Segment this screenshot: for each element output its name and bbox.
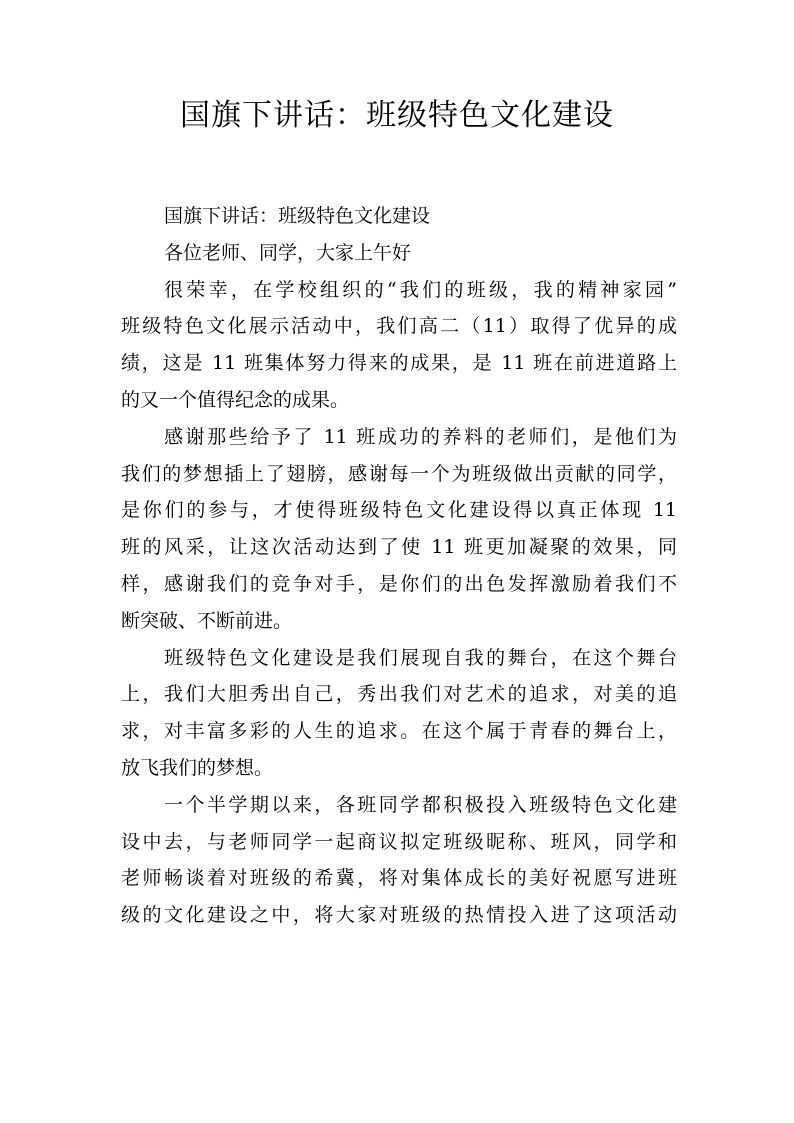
text-line: 求，对丰富多彩的人生的追求。在这个属于青春的舞台上，: [121, 720, 677, 743]
text-line: 设中去，与老师同学一起商议拟定班级昵称、班风，同学和: [121, 830, 677, 853]
text-line: 的又一个值得纪念的成果。: [121, 388, 350, 411]
text-line: 感谢那些给予了 11 班成功的养料的老师们，是他们为: [164, 425, 677, 448]
text-line: 我们的梦想插上了翅膀，感谢每一个为班级做出贡献的同学，: [121, 462, 677, 485]
text-line: 班级特色文化展示活动中，我们高二（11）取得了优异的成: [121, 315, 677, 338]
text-line: 一个半学期以来，各班同学都积极投入班级特色文化建: [164, 793, 677, 816]
document-title: 国旗下讲话：班级特色文化建设: [180, 98, 614, 133]
text-line: 绩，这是 11 班集体努力得来的成果，是 11 班在前进道路上: [121, 352, 677, 375]
text-line: 班级特色文化建设是我们展现自我的舞台，在这个舞台: [164, 646, 677, 669]
text-line: 放飞我们的梦想。: [121, 756, 274, 779]
text-line: 国旗下讲话：班级特色文化建设: [164, 205, 431, 227]
text-line: 班的风采，让这次活动达到了使 11 班更加凝聚的效果，同: [121, 536, 677, 559]
text-line: 样，感谢我们的竞争对手，是你们的出色发挥激励着我们不: [121, 572, 677, 595]
text-line: 级的文化建设之中，将大家对班级的热情投入进了这项活动: [121, 904, 677, 927]
text-line: 断突破、不断前进。: [121, 609, 293, 632]
document-body: [121, 198, 677, 934]
text-line: 很荣幸，在学校组织的“我们的班级，我的精神家园”: [164, 278, 677, 301]
text-line: 是你们的参与，才使得班级特色文化建设得以真正体现 11: [121, 499, 677, 522]
text-line: 各位老师、同学，大家上午好: [164, 241, 412, 264]
text-line: 老师畅谈着对班级的希冀，将对集体成长的美好祝愿写进班: [121, 867, 677, 890]
text-line: 上，我们大胆秀出自己，秀出我们对艺术的追求，对美的追: [121, 683, 677, 706]
